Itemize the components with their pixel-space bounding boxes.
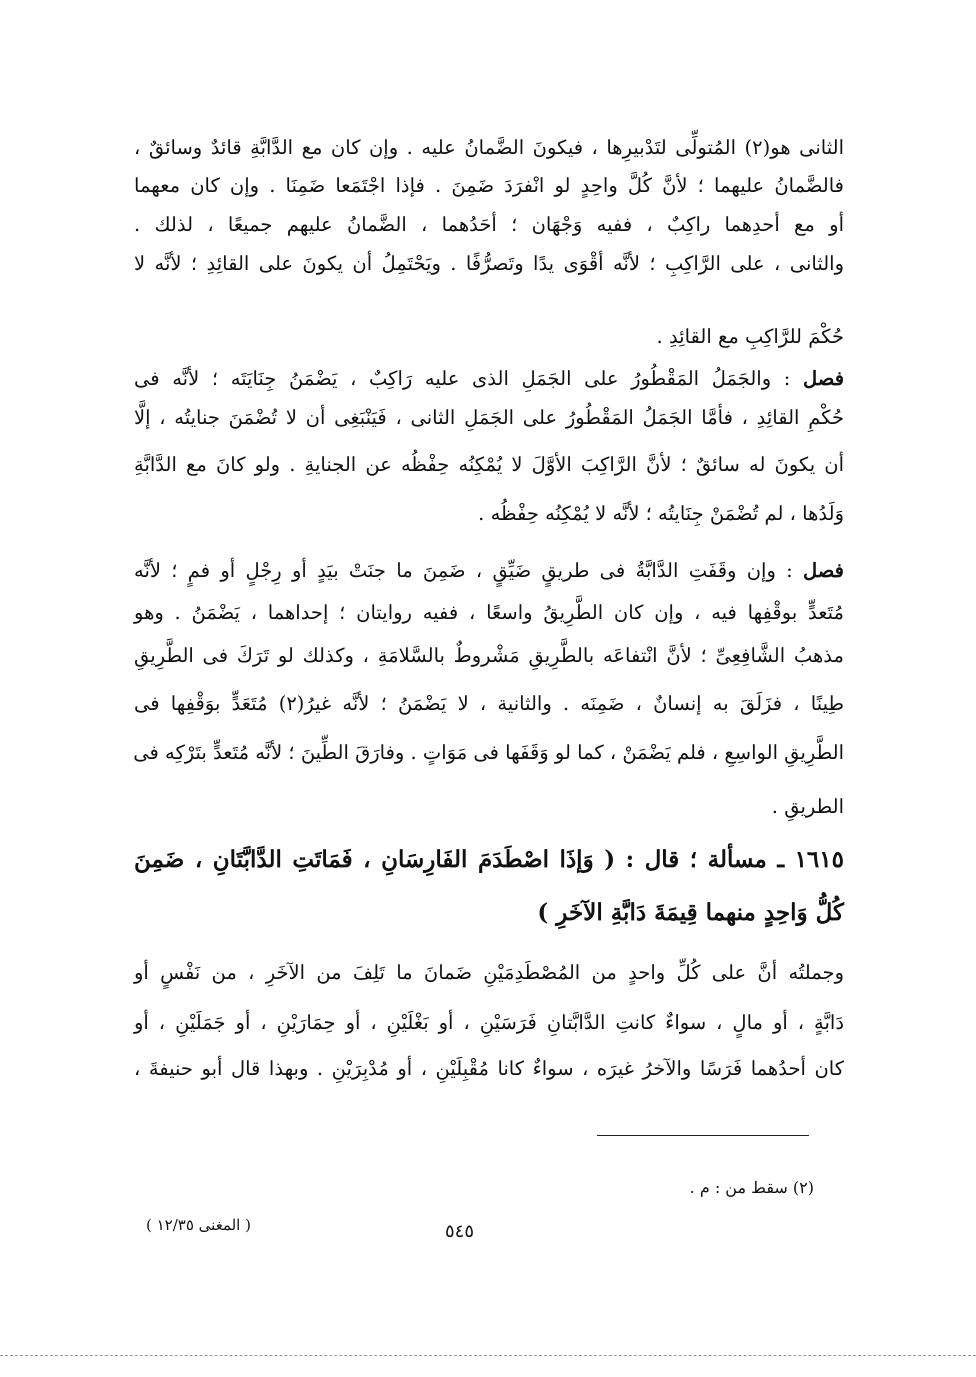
footnote-divider bbox=[597, 1135, 809, 1136]
fasl-text: : والجَمَلُ المَقْطُورُ على الجَمَلِ الذى عليه رَاكِبٌ ، يَضْمَنُ جِنَايَتَه ؛ لأنَّه فى bbox=[134, 367, 791, 390]
scan-edge-line bbox=[0, 1355, 976, 1356]
text-line: الطَّرِيقِ الواسِعِ ، فلم يَضْمَنْ ، كما لو وَقَفَها فى مَوَاتٍ . وفارَقَ الطِّينَ ؛ لأنَّه مُتَعدٍّ بتَرْكِه فى bbox=[133, 741, 844, 764]
masala-line: كُلُّ وَاحِدٍ منهما قِيمَةَ دَابَّةِ الآخَرِ ) bbox=[537, 899, 844, 926]
fasl-text: : وإن وقَفَتِ الدَّابَّةُ فى طريقٍ ضَيِّقٍ ، ضَمِنَ ما جنَتْ بيَدٍ أو رِجْلٍ أو فمٍ ؛ لأنَّه bbox=[134, 559, 793, 582]
fasl-label: فصل bbox=[803, 367, 845, 390]
text-line: أو مع أحدِهما راكِبٌ ، ففيه وَجْهَان ؛ أحَدُهما ، الضَّمانُ عليهم جميعًا ، لذلك . bbox=[134, 213, 844, 236]
text-line bbox=[134, 364, 844, 394]
text-line: أن يكونَ له سائقٌ ؛ لأنَّ الرَّاكِبَ الأوَّلَ لا يُمْكِنُه حِفْظُه عن الجنايةِ . ولو كانَ مع الدَّابَّةِ bbox=[134, 453, 844, 476]
text-line: كان أحدُهما فَرَسًا والآخرُ غيرَه ، سواءٌ كانا مُقْبِلَيْنِ ، أو مُدْبِرَيْنِ . وبهذا قال أبو حنيفةَ ، bbox=[134, 1057, 844, 1080]
text-line: والثانى ، على الرَّاكِبِ ؛ لأنَّه أقْوَى يدًا وتَصرُّفًا . ويَحْتَمِلُ أن يكونَ على القائِدِ ؛ لأنَّه لا bbox=[134, 252, 844, 275]
fasl-label: فصل bbox=[803, 559, 844, 582]
text-line: مذهبُ الشَّافِعِىِّ ؛ لأنَّ انْتفاعَه بالطَّرِيقِ مَشْروطٌ بالسَّلامَةِ ، وكذلك لو تَرَكَ فى الطَّرِيقِ bbox=[134, 644, 844, 667]
text-line: حُكْمَ للرَّاكِبِ مع القائِدِ . bbox=[656, 325, 844, 348]
text-line: دَابَّةٍ ، أو مالٍ ، سواءٌ كانتِ الدَّابَّتانِ فَرَسَيْنِ ، أو بَغْلَيْنِ ، أو حِمَارَيْنِ ، أو جَمَلَيْنِ ، أو bbox=[134, 1011, 844, 1034]
text-line: حُكْمِ القائِدِ ، فأمَّا الجَمَلُ المَقْطُورُ على الجَمَلِ الثانى ، فَيَنْبَغِى أن لا تُضْمَنَ جنايتُه ، إلَّا bbox=[134, 406, 844, 429]
text-line: طِينًا ، فزَلَقَ به إنسانٌ ، ضَمِنَه . والثانية ، لا يَضْمَنُ ؛ لأنَّه غيرُ(٢) مُتَعَدٍّ بوَقْفِها فى bbox=[134, 692, 844, 715]
text-line: وَلَدُها ، لم تُضْمَنْ جِنَايتُه ؛ لأنَّه لا يُمْكِنُه حِفْظُه . bbox=[478, 502, 844, 525]
text-line: الطريقِ . bbox=[771, 795, 844, 818]
footnote: (٢) سقط من : م . bbox=[689, 1178, 814, 1197]
running-reference: ( المغنى ١٢/٣٥ ) bbox=[146, 1216, 251, 1234]
text-line: مُتَعدٍّ بوقْفِها فيه ، وإن كان الطَّرِيقُ واسعًا ، ففيه روايتان ؛ إحداهما ، يَضْمَنُ . وهو bbox=[134, 601, 844, 624]
text-line bbox=[134, 556, 844, 586]
page-number: ٥٤٥ bbox=[445, 1221, 475, 1242]
text-line: الثانى هو(٢) المُتولِّى لتَدْبيرِها ، فيكونَ الضَّمانُ عليه . وإن كان مع الدَّابَّةِ قائدٌ وسائقٌ ، bbox=[134, 136, 844, 159]
masala-line: ١٦١٥ ـ مسألة ؛ قال : ( وَإذَا اصْطَدَمَ الفَارِسَانِ ، فَمَاتَتِ الدَّابَّتَانِ ، ضَمِنَ bbox=[134, 846, 844, 873]
text-line: فالضَّمانُ عليهما ؛ لأنَّ كُلَّ واحِدٍ لو انْفرَدَ ضَمِنَ . فإذا اجْتَمَعا ضَمِنَا . وإن كان معهما bbox=[134, 174, 844, 197]
text-line: وجملتُه أنَّ على كُلِّ واحدٍ من المُصْطَدِمَيْنِ ضَمانَ ما تَلِفَ من الآخَرِ ، من نَفْسٍ أو bbox=[134, 961, 844, 984]
